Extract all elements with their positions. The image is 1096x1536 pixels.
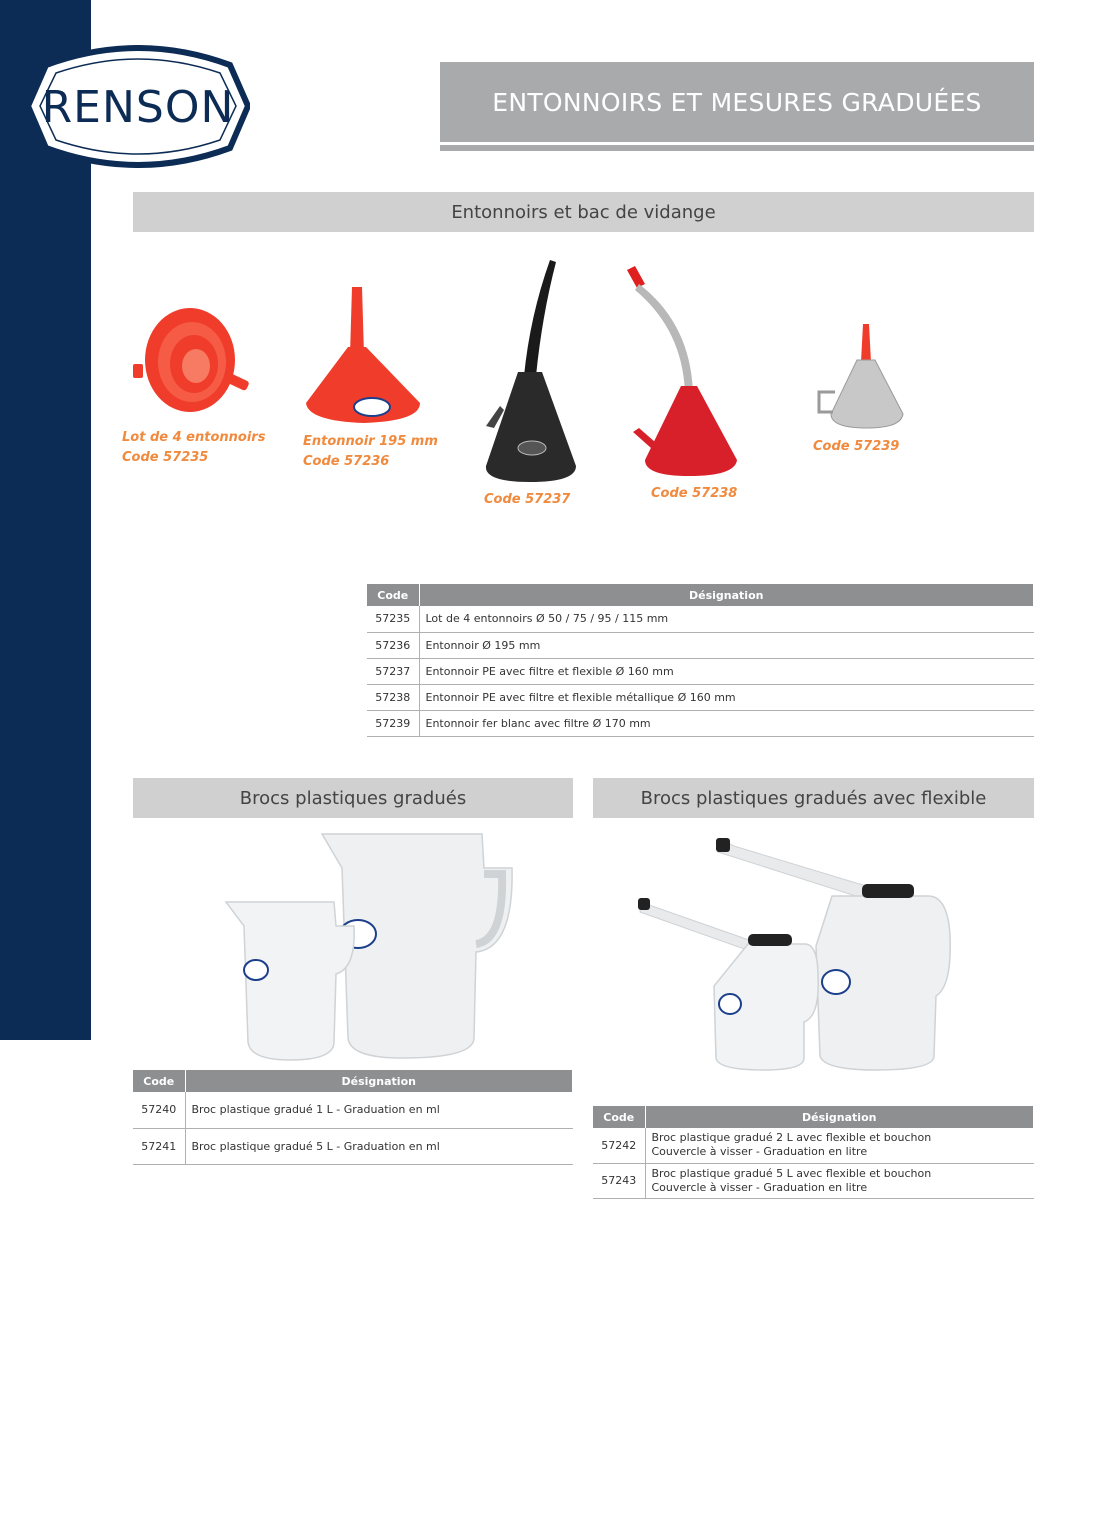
tin-funnel-icon — [815, 322, 907, 432]
black-funnel-flex-icon — [480, 256, 580, 484]
funnel-set-icon — [130, 300, 260, 420]
table-row — [367, 632, 1034, 658]
caption-code: Code 57236 — [303, 454, 390, 469]
row-code: 57235 — [367, 606, 419, 632]
row-designation: Entonnoir Ø 195 mm — [419, 632, 1034, 658]
caption-line: Entonnoir 195 mm — [303, 434, 438, 449]
row-code: 57242 — [593, 1128, 645, 1163]
table-row — [367, 710, 1034, 736]
product-caption-57238 — [651, 484, 771, 504]
designation-line: Broc plastique gradué 5 L avec flexible et bouchon — [651, 1166, 932, 1180]
caption-code: Code 57239 — [813, 439, 900, 454]
col-header-designation: Désignation — [645, 1106, 1034, 1128]
table-row — [133, 1128, 573, 1164]
col-header-code: Code — [367, 584, 419, 606]
row-code: 57241 — [133, 1128, 185, 1164]
section-jugs-header: Brocs plastiques gradués — [133, 778, 573, 818]
caption-code: Code 57237 — [484, 492, 571, 507]
page-title-box — [440, 62, 1034, 142]
red-funnel-metal-flex-icon — [625, 264, 740, 478]
table-row — [593, 1128, 1034, 1163]
table-row — [367, 606, 1034, 632]
col-header-code: Code — [133, 1070, 185, 1092]
col-header-designation: Désignation — [419, 584, 1034, 606]
caption-line: Lot de 4 entonnoirs — [122, 430, 266, 445]
designation-line: Couvercle à visser - Graduation en litre — [651, 1180, 868, 1194]
table-row — [367, 684, 1034, 710]
row-designation — [645, 1163, 1034, 1198]
logo-text: RENSON — [41, 82, 235, 133]
row-designation: Broc plastique gradué 5 L - Graduation en ml — [185, 1128, 573, 1164]
row-designation: Entonnoir PE avec filtre et flexible métallique Ø 160 mm — [419, 684, 1034, 710]
table-row — [133, 1092, 573, 1128]
col-header-designation: Désignation — [185, 1070, 573, 1092]
row-designation — [645, 1128, 1034, 1163]
caption-code: Code 57238 — [651, 486, 738, 501]
col-header-code: Code — [593, 1106, 645, 1128]
product-caption-57239 — [813, 437, 933, 457]
caption-code: Code 57235 — [122, 450, 209, 465]
row-designation: Lot de 4 entonnoirs Ø 50 / 75 / 95 / 115 mm — [419, 606, 1034, 632]
row-code: 57237 — [367, 658, 419, 684]
row-code: 57243 — [593, 1163, 645, 1198]
table-row — [367, 658, 1034, 684]
product-caption-57236 — [303, 432, 453, 472]
graduated-jugs-icon — [222, 828, 514, 1062]
row-code: 57239 — [367, 710, 419, 736]
row-code: 57240 — [133, 1092, 185, 1128]
page-title: ENTONNOIRS ET MESURES GRADUÉES — [492, 87, 982, 117]
row-designation: Entonnoir PE avec filtre et flexible Ø 160 mm — [419, 658, 1034, 684]
row-designation: Entonnoir fer blanc avec filtre Ø 170 mm — [419, 710, 1034, 736]
graduated-flex-jugs-icon — [636, 836, 956, 1072]
product-caption-57237 — [484, 490, 604, 510]
section-flex-jugs-header: Brocs plastiques gradués avec flexible — [593, 778, 1034, 818]
row-designation: Broc plastique gradué 1 L - Graduation en ml — [185, 1092, 573, 1128]
designation-line: Broc plastique gradué 2 L avec flexible et bouchon — [651, 1131, 932, 1145]
flex-jugs-table — [593, 1106, 1034, 1199]
jugs-table — [133, 1070, 573, 1165]
section-funnels-header: Entonnoirs et bac de vidange — [133, 192, 1034, 232]
renson-logo — [26, 45, 250, 168]
row-code: 57236 — [367, 632, 419, 658]
row-code: 57238 — [367, 684, 419, 710]
red-funnel-icon — [300, 285, 428, 425]
designation-line: Couvercle à visser - Graduation en litre — [651, 1145, 868, 1159]
product-caption-57235 — [122, 428, 272, 468]
table-row — [593, 1163, 1034, 1198]
funnels-table — [367, 584, 1034, 737]
title-underline — [440, 145, 1034, 151]
